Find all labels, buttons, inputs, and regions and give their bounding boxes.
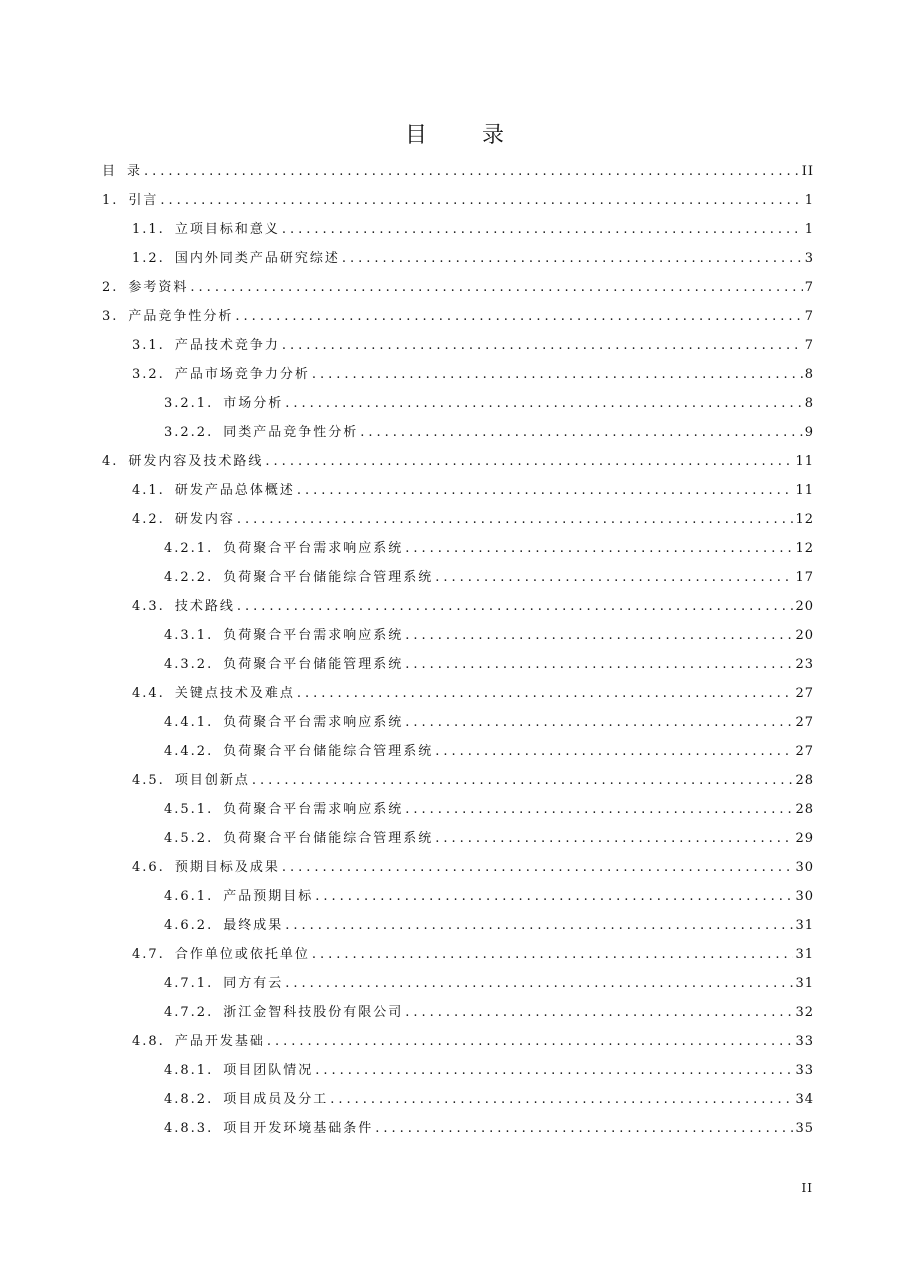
toc-entry-number: 4.4.2.: [164, 744, 214, 759]
toc-entry[interactable]: [102, 421, 814, 450]
toc-entry-page: 12: [795, 512, 814, 527]
toc-entry-page: 7: [804, 338, 814, 353]
toc-dot-leader: [285, 396, 802, 411]
toc-entry[interactable]: [102, 276, 814, 305]
toc-entry-page: 8: [804, 367, 814, 382]
table-of-contents: [102, 160, 814, 1146]
toc-entry[interactable]: [102, 334, 814, 363]
toc-entry-title: 同方有云: [223, 976, 284, 991]
toc-entry-title: 产品竞争性分析: [128, 309, 234, 324]
toc-entry-title: 研发产品总体概述: [174, 483, 295, 498]
toc-entry-page: 33: [795, 1034, 814, 1049]
toc-dot-leader: [405, 657, 793, 672]
toc-entry-title: 产品预期目标: [223, 889, 314, 904]
toc-title: 目 录: [405, 123, 528, 148]
toc-entry-title: 项目成员及分工: [223, 1092, 329, 1107]
page-number: II: [801, 1181, 813, 1195]
toc-dot-leader: [342, 251, 803, 266]
toc-entry-number: 4.6.: [132, 860, 165, 875]
toc-entry-title: 产品技术竞争力: [174, 338, 280, 353]
toc-entry-page: 23: [795, 657, 814, 672]
toc-entry-title: 负荷聚合平台需求响应系统: [223, 802, 404, 817]
toc-entry-number: 4.4.: [132, 686, 165, 701]
toc-entry-title: 研发内容及技术路线: [128, 454, 264, 469]
toc-entry[interactable]: [102, 566, 814, 595]
toc-dot-leader: [312, 367, 803, 382]
toc-entry-page: 11: [795, 454, 814, 469]
toc-entry-number: 1.2.: [132, 251, 165, 266]
toc-dot-leader: [297, 483, 794, 498]
toc-entry-page: 17: [795, 570, 814, 585]
toc-entry-title: 浙江金智科技股份有限公司: [223, 1005, 404, 1020]
toc-dot-leader: [252, 773, 794, 788]
toc-entry-page: 27: [795, 744, 814, 759]
toc-dot-leader: [297, 686, 794, 701]
toc-dot-leader: [190, 280, 802, 295]
toc-entry-number: 4.6.1.: [164, 889, 214, 904]
toc-entry[interactable]: [102, 537, 814, 566]
toc-entry-title: 国内外同类产品研究综述: [174, 251, 340, 266]
toc-dot-leader: [405, 715, 793, 730]
toc-entry-number: 4.5.1.: [164, 802, 214, 817]
toc-entry[interactable]: [102, 247, 814, 276]
toc-entry-page: 1: [804, 222, 814, 237]
toc-dot-leader: [285, 976, 793, 991]
toc-entry[interactable]: [102, 160, 814, 189]
toc-entry-page: 7: [804, 280, 814, 295]
toc-dot-leader: [405, 541, 793, 556]
toc-entry-title: 技术路线: [174, 599, 235, 614]
toc-entry[interactable]: [102, 392, 814, 421]
toc-dot-leader: [405, 628, 793, 643]
toc-entry-title: 项目团队情况: [223, 1063, 314, 1078]
toc-entry-number: 3.2.: [132, 367, 165, 382]
toc-entry-title: 负荷聚合平台需求响应系统: [223, 715, 404, 730]
toc-entry-page: 8: [804, 396, 814, 411]
toc-entry-title: 最终成果: [223, 918, 284, 933]
toc-entry[interactable]: [102, 827, 814, 856]
toc-entry-number: 4.8.2.: [164, 1092, 214, 1107]
toc-entry[interactable]: [102, 595, 814, 624]
toc-entry-title: 项目创新点: [174, 773, 250, 788]
toc-dot-leader: [315, 889, 793, 904]
toc-entry-page: II: [801, 164, 814, 179]
toc-dot-leader: [237, 599, 794, 614]
toc-entry-page: 20: [795, 628, 814, 643]
toc-entry-page: 30: [795, 889, 814, 904]
toc-entry-page: 28: [795, 802, 814, 817]
toc-entry-title: 产品市场竞争力分析: [174, 367, 310, 382]
toc-entry[interactable]: [102, 363, 814, 392]
toc-entry-number: 4.7.2.: [164, 1005, 214, 1020]
toc-entry-page: 31: [795, 947, 814, 962]
toc-entry-page: 1: [804, 193, 814, 208]
toc-entry-number: 4.3.1.: [164, 628, 214, 643]
toc-entry-number: 1.1.: [132, 222, 165, 237]
toc-entry-title: 负荷聚合平台储能综合管理系统: [223, 744, 434, 759]
toc-dot-leader: [435, 831, 793, 846]
toc-entry-number: 4.6.2.: [164, 918, 214, 933]
toc-entry-title: 项目开发环境基础条件: [223, 1121, 374, 1136]
toc-entry[interactable]: [102, 885, 814, 914]
toc-entry-number: 4.8.3.: [164, 1121, 214, 1136]
toc-entry[interactable]: [102, 682, 814, 711]
toc-entry-page: 12: [795, 541, 814, 556]
toc-dot-leader: [267, 1034, 794, 1049]
toc-entry-title: 录: [127, 164, 143, 179]
toc-entry[interactable]: [102, 943, 814, 972]
toc-entry-number: 3.: [102, 309, 119, 324]
toc-entry-number: 3.1.: [132, 338, 165, 353]
toc-entry-page: 27: [795, 686, 814, 701]
toc-entry[interactable]: [102, 740, 814, 769]
toc-dot-leader: [285, 918, 793, 933]
toc-entry[interactable]: [102, 218, 814, 247]
toc-entry-title: 引言: [128, 193, 159, 208]
toc-entry-page: 3: [804, 251, 814, 266]
toc-entry-page: 30: [795, 860, 814, 875]
toc-entry-title: 预期目标及成果: [174, 860, 280, 875]
toc-entry[interactable]: [102, 189, 814, 218]
toc-entry[interactable]: [102, 1059, 814, 1088]
toc-entry-title: 合作单位或依托单位: [174, 947, 310, 962]
toc-entry-page: 31: [795, 918, 814, 933]
toc-entry-title: 同类产品竞争性分析: [223, 425, 359, 440]
toc-entry-number: 目: [102, 164, 118, 179]
toc-entry-title: 参考资料: [128, 280, 189, 295]
toc-entry[interactable]: [102, 972, 814, 1001]
toc-entry-number: 4.8.: [132, 1034, 165, 1049]
toc-entry-number: 4.3.2.: [164, 657, 214, 672]
toc-entry-number: 4.5.: [132, 773, 165, 788]
toc-entry-number: 4.2.: [132, 512, 165, 527]
toc-entry[interactable]: [102, 653, 814, 682]
toc-entry-page: 20: [795, 599, 814, 614]
toc-entry[interactable]: [102, 508, 814, 537]
toc-entry-title: 产品开发基础: [174, 1034, 265, 1049]
toc-dot-leader: [237, 512, 794, 527]
toc-entry[interactable]: [102, 769, 814, 798]
toc-dot-leader: [405, 1005, 793, 1020]
toc-dot-leader: [235, 309, 802, 324]
toc-dot-leader: [435, 570, 793, 585]
toc-entry-number: 4.7.: [132, 947, 165, 962]
toc-entry-number: 4.3.: [132, 599, 165, 614]
toc-entry-page: 11: [795, 483, 814, 498]
toc-entry[interactable]: [102, 479, 814, 508]
toc-entry-number: 4.4.1.: [164, 715, 214, 730]
toc-entry[interactable]: [102, 305, 814, 334]
toc-entry-number: 4.2.1.: [164, 541, 214, 556]
toc-entry[interactable]: [102, 798, 814, 827]
toc-entry[interactable]: [102, 1117, 814, 1146]
toc-entry[interactable]: [102, 1001, 814, 1030]
toc-dot-leader: [265, 454, 793, 469]
toc-entry-page: 31: [795, 976, 814, 991]
toc-entry-page: 9: [804, 425, 814, 440]
toc-dot-leader: [282, 222, 803, 237]
toc-entry-page: 28: [795, 773, 814, 788]
toc-entry-page: 29: [795, 831, 814, 846]
toc-dot-leader: [282, 338, 803, 353]
toc-entry-number: 3.2.1.: [164, 396, 214, 411]
toc-dot-leader: [435, 744, 793, 759]
toc-entry[interactable]: [102, 856, 814, 885]
toc-dot-leader: [144, 164, 800, 179]
toc-entry-page: 32: [795, 1005, 814, 1020]
toc-dot-leader: [312, 947, 794, 962]
toc-entry-title: 市场分析: [223, 396, 284, 411]
toc-entry-number: 4.1.: [132, 483, 165, 498]
toc-entry-title: 负荷聚合平台储能综合管理系统: [223, 831, 434, 846]
toc-entry-title: 负荷聚合平台需求响应系统: [223, 541, 404, 556]
toc-entry-page: 35: [795, 1121, 814, 1136]
toc-dot-leader: [360, 425, 802, 440]
toc-entry-title: 负荷聚合平台储能管理系统: [223, 657, 404, 672]
toc-dot-leader: [160, 193, 802, 208]
toc-dot-leader: [405, 802, 793, 817]
toc-entry-number: 4.7.1.: [164, 976, 214, 991]
toc-entry[interactable]: [102, 1088, 814, 1117]
toc-entry-title: 负荷聚合平台储能综合管理系统: [223, 570, 434, 585]
toc-entry[interactable]: [102, 624, 814, 653]
toc-entry-number: 4.: [102, 454, 119, 469]
toc-entry[interactable]: [102, 1030, 814, 1059]
toc-entry-number: 4.8.1.: [164, 1063, 214, 1078]
toc-entry-title: 关键点技术及难点: [174, 686, 295, 701]
toc-entry-title: 研发内容: [174, 512, 235, 527]
toc-dot-leader: [375, 1121, 793, 1136]
toc-dot-leader: [282, 860, 794, 875]
toc-entry-number: 3.2.2.: [164, 425, 214, 440]
toc-entry[interactable]: [102, 914, 814, 943]
toc-entry-page: 33: [795, 1063, 814, 1078]
toc-entry-page: 34: [795, 1092, 814, 1107]
toc-entry-title: 立项目标和意义: [174, 222, 280, 237]
toc-entry[interactable]: [102, 711, 814, 740]
toc-entry-page: 27: [795, 715, 814, 730]
toc-entry[interactable]: [102, 450, 814, 479]
toc-entry-number: 2.: [102, 280, 119, 295]
toc-entry-title: 负荷聚合平台需求响应系统: [223, 628, 404, 643]
toc-dot-leader: [330, 1092, 793, 1107]
toc-entry-number: 1.: [102, 193, 119, 208]
toc-dot-leader: [315, 1063, 793, 1078]
toc-entry-page: 7: [804, 309, 814, 324]
toc-entry-number: 4.2.2.: [164, 570, 214, 585]
toc-entry-number: 4.5.2.: [164, 831, 214, 846]
